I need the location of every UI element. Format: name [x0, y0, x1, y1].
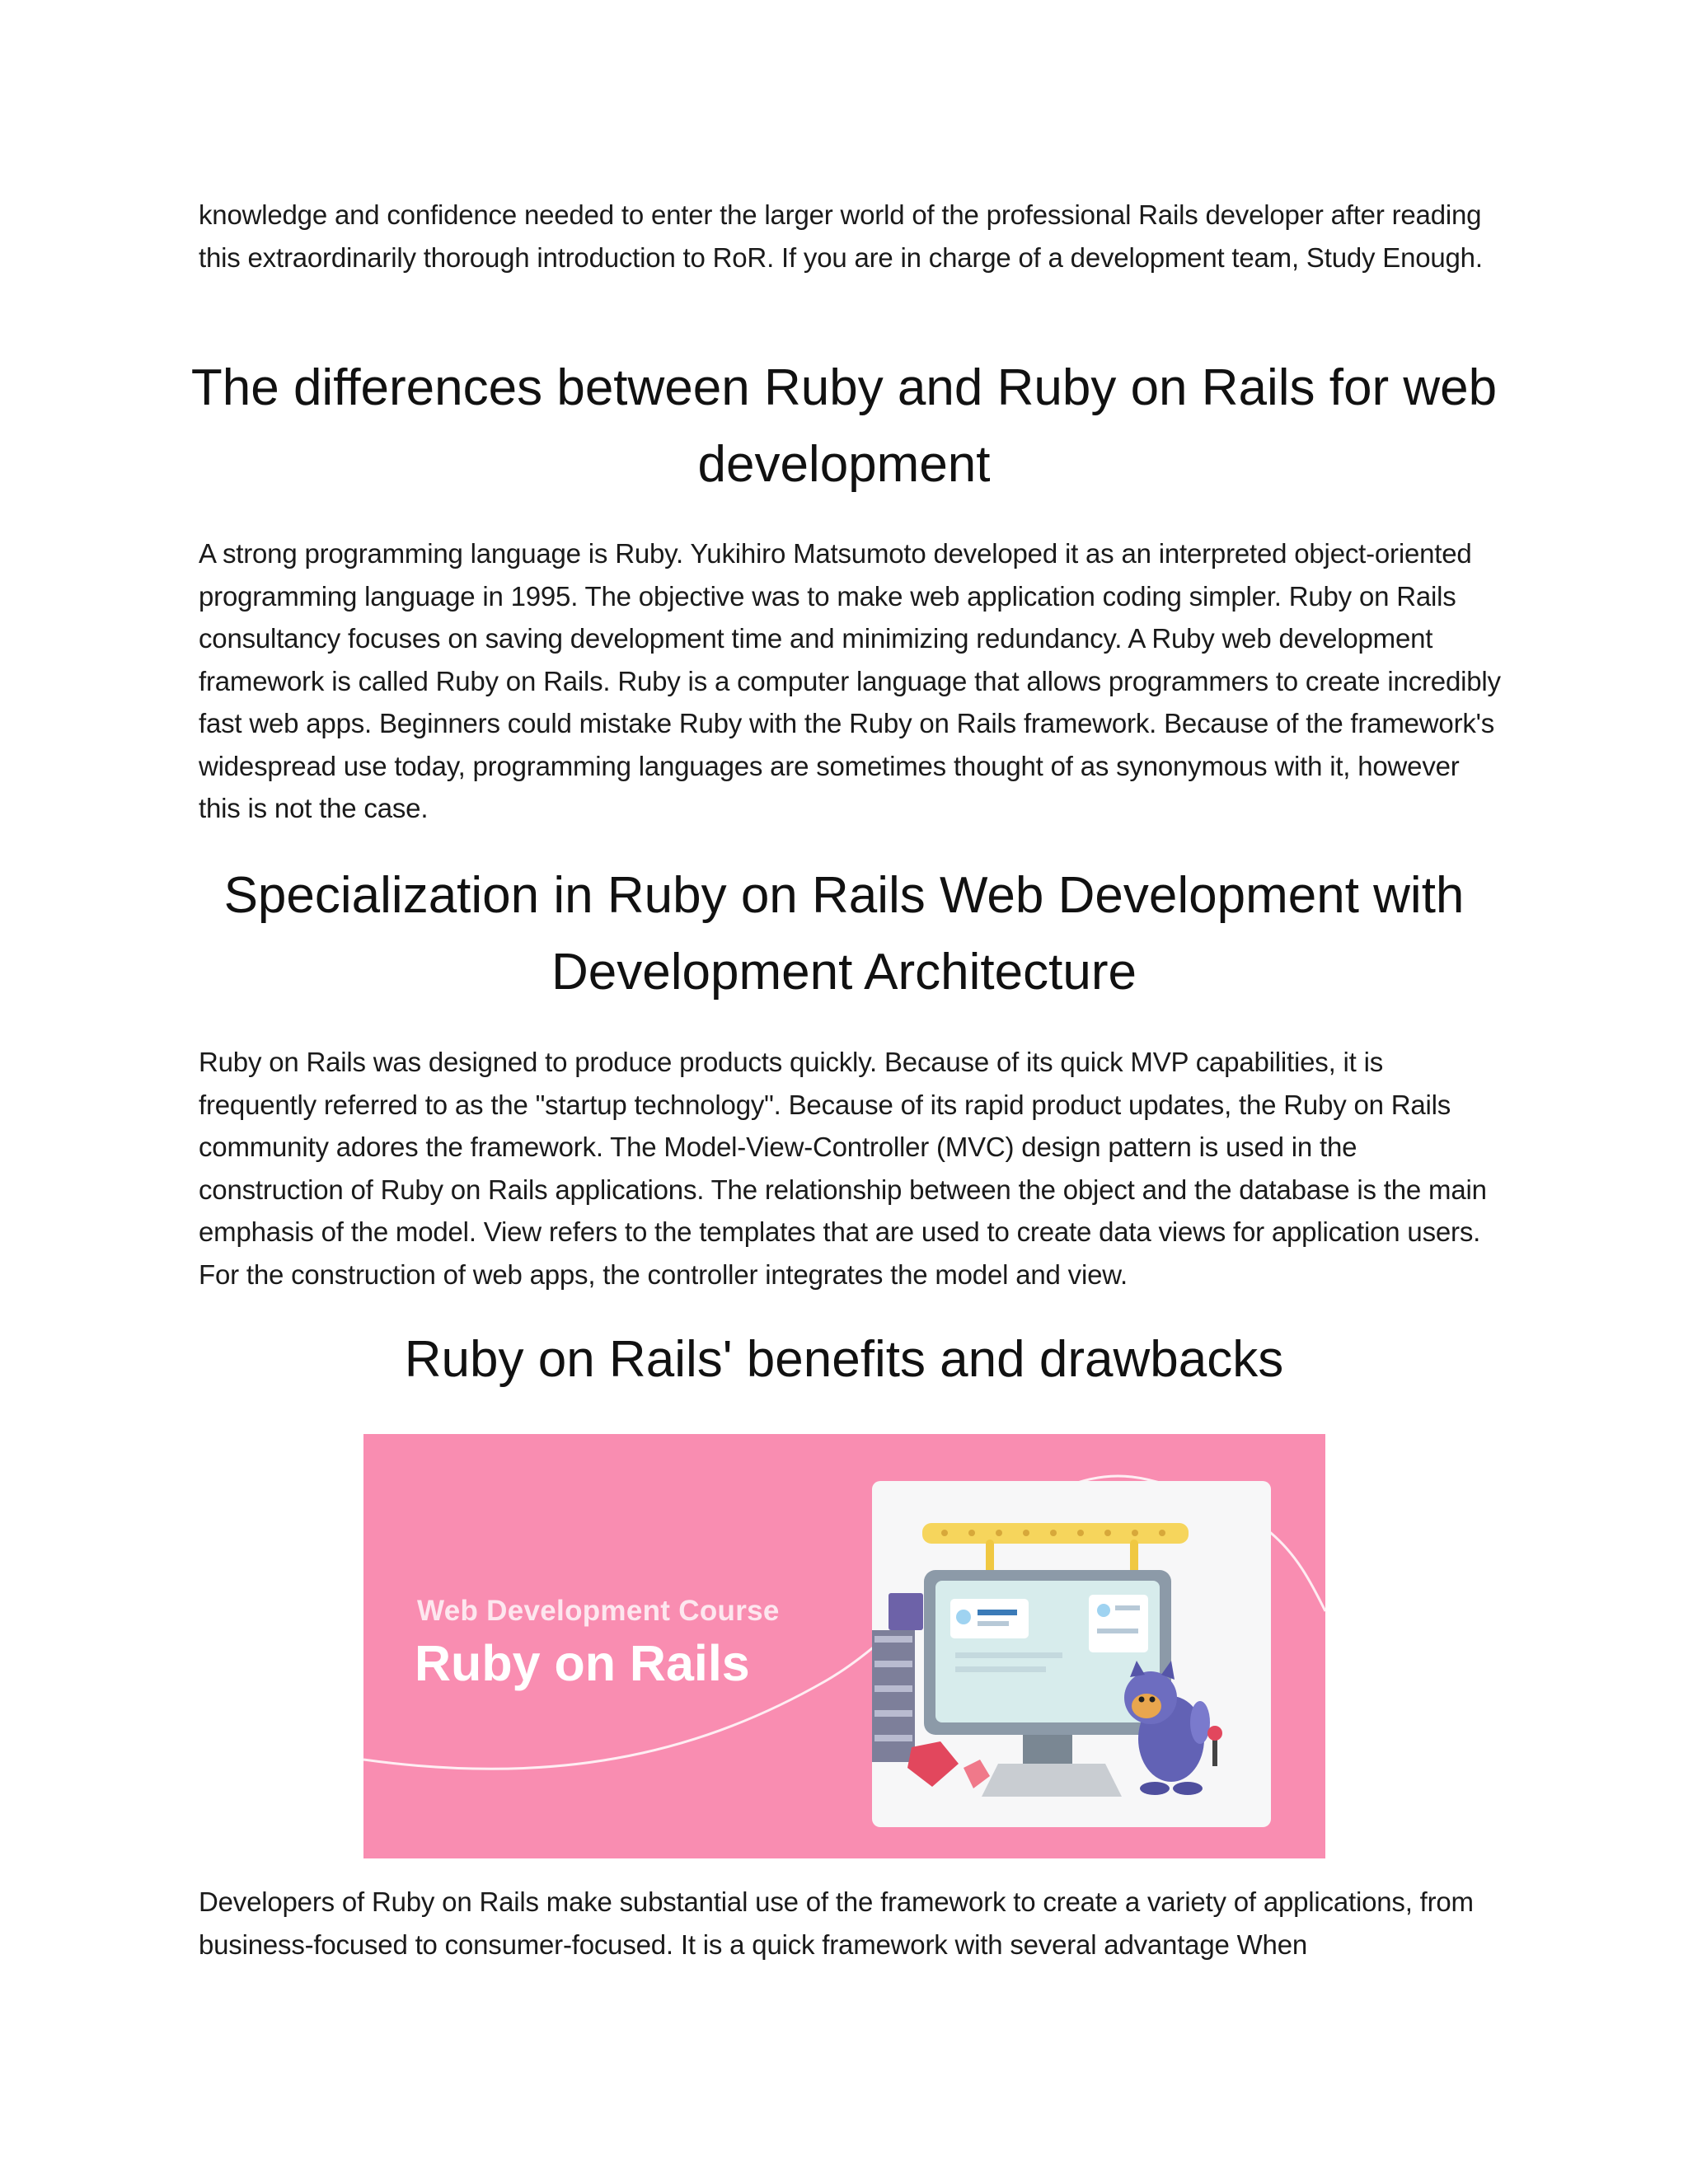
intro-paragraph: knowledge and confidence needed to enter the larger world of the professional Rails developer after reading this extraordinarily thorough introduction to RoR. If you are in charge of a development team, Study Enough.	[199, 199, 1483, 273]
ruby-vs-rails-paragraph: A strong programming language is Ruby. Yukihiro Matsumoto developed it as an interpreted object-oriented programming language in 1995. The objective was to make web application coding simpler. Ruby on Rails consultancy focuses on saving development time and minimizing redundancy. A Ruby web development framework is called Ruby on Rails. Ruby is a computer language that allows programmers to create incredibly fast web apps. Beginners could mistake Ruby with the Ruby on Rails framework. Because of the framework's widespread use today, programming languages are sometimes thought of as synonymous with it, however this is not the case.	[199, 538, 1501, 823]
banner-subtitle: Web Development Course	[417, 1595, 780, 1627]
developers-paragraph: Developers of Ruby on Rails make substantial use of the framework to create a variety of applications, from business-focused to consumer-focused. It is a quick framework with several advantage When	[199, 1886, 1474, 1960]
specialization-paragraph: Ruby on Rails was designed to produce products quickly. Because of its quick MVP capabilities, it is frequently referred to as the "startup technology". Because of its rapid product updates, the Ruby on Rails community adores the framework. The Model-View-Controller (MVC) design pattern is used in the construction of Ruby on Rails applications. The relationship between the object and the database is the main emphasis of the model. View refers to the templates that are used to create data views for application users. For the construction of web apps, the controller integrates the model and view.	[199, 1047, 1487, 1290]
banner-title: Ruby on Rails	[415, 1635, 750, 1691]
course-banner-image	[363, 1434, 1325, 1858]
section-heading-ruby-vs-rails: The differences between Ruby and Ruby on Rails for web development	[190, 359, 1498, 493]
section-heading-benefits: Ruby on Rails' benefits and drawbacks	[404, 1331, 1284, 1388]
section-heading-specialization: Specialization in Ruby on Rails Web Development with Development Architecture	[223, 867, 1465, 1001]
